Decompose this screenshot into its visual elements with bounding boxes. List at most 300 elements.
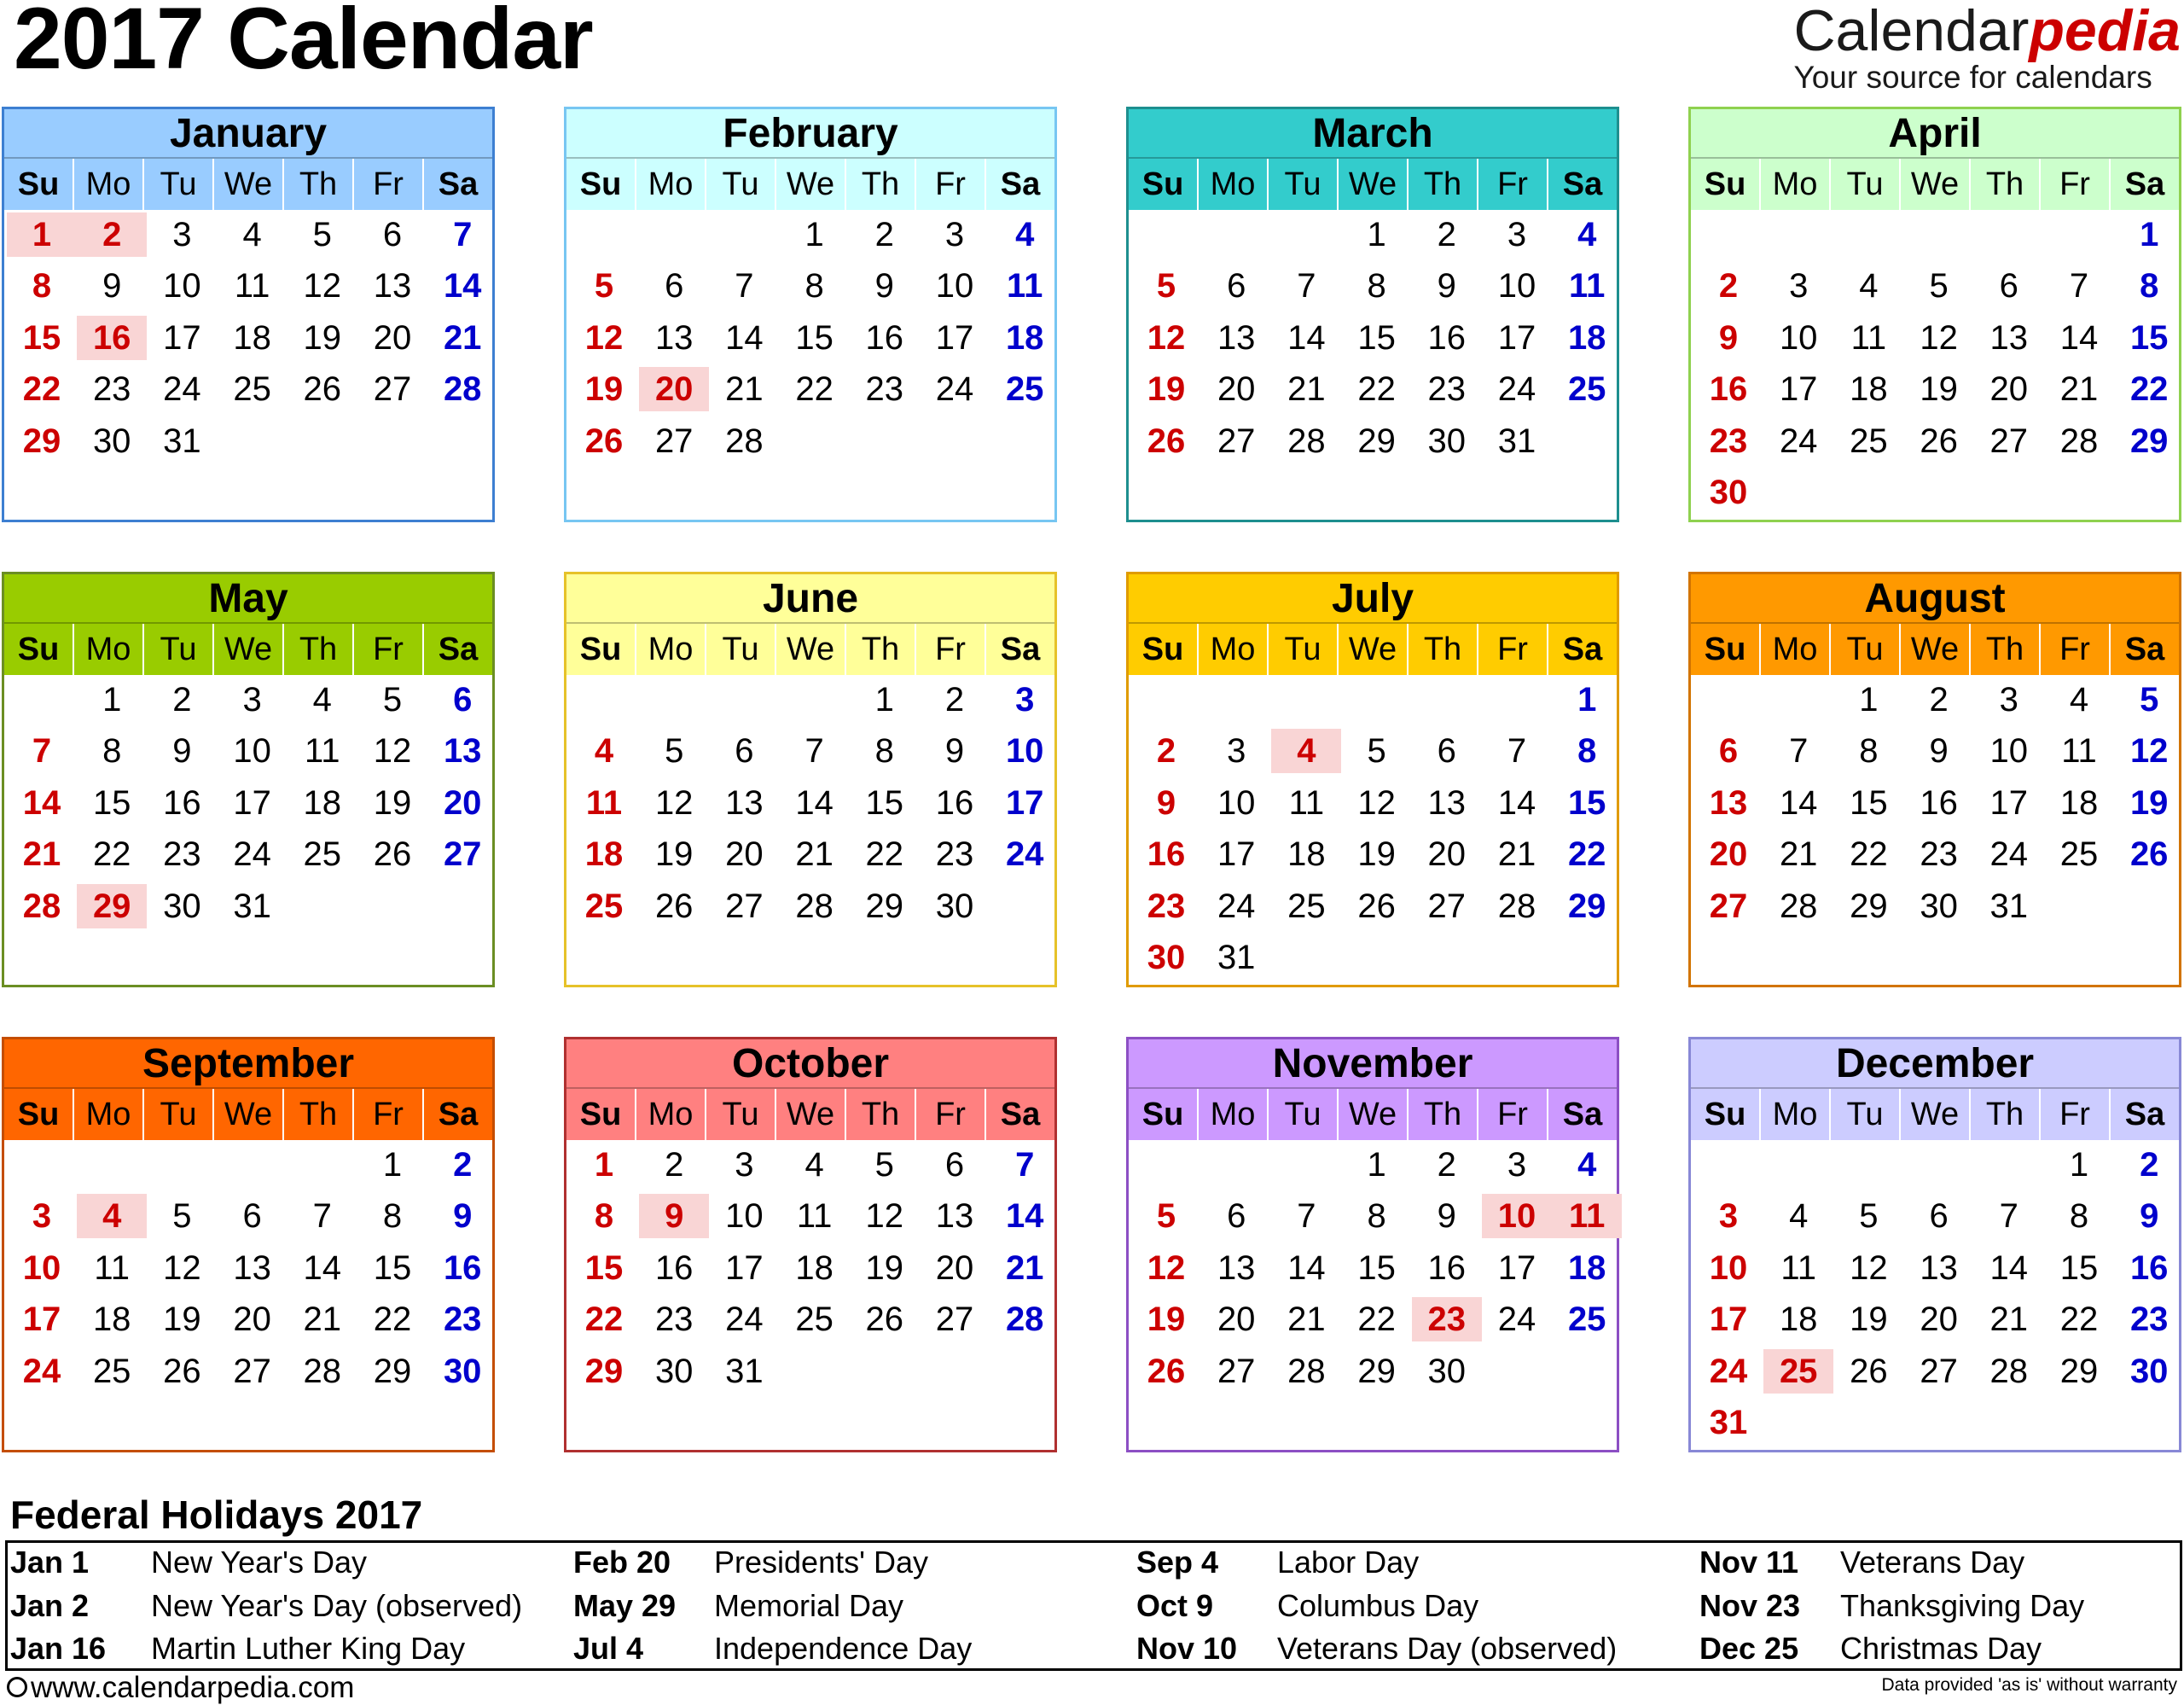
day-cell[interactable]: 9 <box>1718 318 1739 357</box>
day-cell[interactable]: 3 <box>1015 681 1035 719</box>
day-cell[interactable]: 29 <box>584 1352 624 1390</box>
day-cell[interactable]: 10 <box>163 267 201 306</box>
day-cell[interactable]: 11 <box>2061 732 2097 771</box>
day-cell[interactable]: 26 <box>303 370 342 409</box>
day-cell[interactable]: 22 <box>1357 1301 1396 1339</box>
day-cell[interactable]: 21 <box>443 318 482 357</box>
day-cell[interactable]: 1 <box>1577 681 1597 719</box>
day-cell[interactable]: 13 <box>1427 783 1467 822</box>
day-cell[interactable]: 3 <box>242 681 262 719</box>
day-cell[interactable]: 31 <box>1217 939 1256 976</box>
day-cell[interactable]: 22 <box>2129 370 2169 409</box>
day-cell[interactable]: 4 <box>804 1146 824 1184</box>
day-cell[interactable]: 20 <box>1217 1301 1256 1339</box>
day-cell[interactable]: 23 <box>2129 1301 2169 1339</box>
day-cell[interactable]: 21 <box>795 835 834 874</box>
day-cell[interactable]: 7 <box>1999 1197 2018 1236</box>
day-cell[interactable]: 24 <box>935 370 974 409</box>
day-cell[interactable]: 7 <box>1507 732 1527 771</box>
day-cell[interactable]: 15 <box>795 318 834 357</box>
day-cell[interactable]: 24 <box>725 1301 764 1339</box>
day-cell[interactable]: 20 <box>1217 370 1256 409</box>
day-cell[interactable]: 11 <box>1780 1248 1816 1287</box>
day-cell[interactable]: 30 <box>92 422 131 460</box>
day-cell[interactable]: 9 <box>102 267 122 306</box>
day-cell[interactable]: 5 <box>1156 1197 1176 1236</box>
day-cell[interactable]: 24 <box>163 370 201 409</box>
day-cell[interactable]: 19 <box>1147 370 1186 409</box>
day-cell[interactable]: 3 <box>32 1197 52 1236</box>
day-cell[interactable]: 2 <box>77 212 147 257</box>
day-cell[interactable]: 19 <box>865 1248 904 1287</box>
day-cell[interactable]: 23 <box>1412 1297 1482 1341</box>
day-cell[interactable]: 20 <box>1920 1301 1958 1339</box>
day-cell[interactable]: 8 <box>594 1197 614 1236</box>
day-cell[interactable]: 22 <box>865 835 904 874</box>
day-cell[interactable]: 22 <box>1850 835 1888 874</box>
day-cell[interactable]: 7 <box>804 732 824 771</box>
day-cell[interactable]: 30 <box>1920 887 1958 925</box>
day-cell[interactable]: 21 <box>303 1301 342 1339</box>
day-cell[interactable]: 1 <box>804 216 824 253</box>
day-cell[interactable]: 4 <box>1789 1197 1809 1236</box>
day-cell[interactable]: 30 <box>163 887 201 925</box>
day-cell[interactable]: 10 <box>1989 732 2029 771</box>
day-cell[interactable]: 5 <box>1156 267 1176 306</box>
day-cell[interactable]: 14 <box>443 267 482 306</box>
day-cell[interactable]: 8 <box>102 732 122 771</box>
day-cell[interactable]: 31 <box>1497 422 1536 460</box>
day-cell[interactable]: 27 <box>935 1301 974 1339</box>
day-cell[interactable]: 12 <box>1357 783 1396 822</box>
day-cell[interactable]: 28 <box>795 887 834 925</box>
day-cell[interactable]: 26 <box>373 835 412 874</box>
day-cell[interactable]: 17 <box>1779 370 1818 409</box>
day-cell[interactable]: 31 <box>1709 1404 1748 1441</box>
day-cell[interactable]: 15 <box>1357 318 1396 357</box>
day-cell[interactable]: 23 <box>654 1301 694 1339</box>
day-cell[interactable]: 16 <box>1427 1248 1467 1287</box>
day-cell[interactable]: 29 <box>2129 422 2169 460</box>
day-cell[interactable]: 19 <box>1850 1301 1888 1339</box>
day-cell[interactable]: 26 <box>1850 1352 1888 1390</box>
day-cell[interactable]: 20 <box>1709 835 1748 874</box>
day-cell[interactable]: 21 <box>1287 370 1326 409</box>
day-cell[interactable]: 17 <box>1005 783 1044 822</box>
day-cell[interactable]: 14 <box>1287 1248 1326 1287</box>
day-cell[interactable]: 3 <box>1718 1197 1739 1236</box>
day-cell[interactable]: 17 <box>1989 783 2029 822</box>
day-cell[interactable]: 14 <box>1779 783 1818 822</box>
day-cell[interactable]: 18 <box>233 318 271 357</box>
day-cell[interactable]: 3 <box>1227 732 1246 771</box>
day-cell[interactable]: 22 <box>1567 835 1606 874</box>
day-cell[interactable]: 20 <box>725 835 764 874</box>
day-cell[interactable]: 6 <box>944 1146 965 1184</box>
day-cell[interactable]: 28 <box>1779 887 1818 925</box>
day-cell[interactable]: 7 <box>453 216 473 253</box>
day-cell[interactable]: 14 <box>1287 318 1326 357</box>
day-cell[interactable]: 16 <box>935 783 974 822</box>
day-cell[interactable]: 21 <box>22 835 61 874</box>
day-cell[interactable]: 12 <box>1147 318 1186 357</box>
day-cell[interactable]: 21 <box>1989 1301 2029 1339</box>
day-cell[interactable]: 2 <box>453 1146 473 1184</box>
day-cell[interactable]: 4 <box>2069 681 2089 719</box>
day-cell[interactable]: 8 <box>1367 1197 1386 1236</box>
day-cell[interactable]: 13 <box>1709 783 1748 822</box>
day-cell[interactable]: 7 <box>32 732 52 771</box>
day-cell[interactable]: 29 <box>1567 887 1606 925</box>
day-cell[interactable]: 7 <box>1297 267 1316 306</box>
day-cell[interactable]: 10 <box>1482 1194 1552 1238</box>
day-cell[interactable]: 16 <box>443 1248 482 1287</box>
day-cell[interactable]: 4 <box>1271 729 1341 773</box>
day-cell[interactable]: 16 <box>77 316 147 360</box>
day-cell[interactable]: 23 <box>1920 835 1958 874</box>
day-cell[interactable]: 28 <box>1287 422 1326 460</box>
day-cell[interactable]: 9 <box>1437 1197 1456 1236</box>
day-cell[interactable]: 29 <box>1357 422 1396 460</box>
day-cell[interactable]: 11 <box>1850 318 1887 357</box>
day-cell[interactable]: 28 <box>725 422 764 460</box>
day-cell[interactable]: 15 <box>92 783 131 822</box>
day-cell[interactable]: 9 <box>1156 783 1176 822</box>
day-cell[interactable]: 14 <box>795 783 834 822</box>
day-cell[interactable]: 15 <box>1567 783 1606 822</box>
day-cell[interactable]: 3 <box>1507 216 1527 253</box>
day-cell[interactable]: 2 <box>665 1146 684 1184</box>
day-cell[interactable]: 9 <box>1929 732 1949 771</box>
day-cell[interactable]: 23 <box>443 1301 482 1339</box>
day-cell[interactable]: 9 <box>172 732 192 771</box>
day-cell[interactable]: 20 <box>443 783 482 822</box>
day-cell[interactable]: 24 <box>1989 835 2029 874</box>
day-cell[interactable]: 25 <box>2059 835 2099 874</box>
day-cell[interactable]: 30 <box>1709 474 1748 511</box>
day-cell[interactable]: 25 <box>1763 1349 1833 1394</box>
day-cell[interactable]: 26 <box>2129 835 2169 874</box>
day-cell[interactable]: 25 <box>303 835 342 874</box>
day-cell[interactable]: 10 <box>22 1248 61 1287</box>
day-cell[interactable]: 6 <box>1437 732 1456 771</box>
day-cell[interactable]: 18 <box>1779 1301 1818 1339</box>
day-cell[interactable]: 11 <box>94 1248 130 1287</box>
day-cell[interactable]: 20 <box>373 318 412 357</box>
day-cell[interactable]: 14 <box>1005 1197 1044 1236</box>
day-cell[interactable]: 19 <box>303 318 342 357</box>
day-cell[interactable]: 28 <box>1989 1352 2029 1390</box>
day-cell[interactable]: 24 <box>233 835 271 874</box>
day-cell[interactable]: 17 <box>22 1301 61 1339</box>
day-cell[interactable]: 27 <box>1709 887 1748 925</box>
day-cell[interactable]: 4 <box>1577 216 1597 253</box>
day-cell[interactable]: 15 <box>22 318 61 357</box>
day-cell[interactable]: 1 <box>594 1146 614 1184</box>
day-cell[interactable]: 25 <box>1005 370 1044 409</box>
day-cell[interactable]: 15 <box>2059 1248 2099 1287</box>
day-cell[interactable]: 18 <box>92 1301 131 1339</box>
day-cell[interactable]: 24 <box>1005 835 1044 874</box>
day-cell[interactable]: 9 <box>453 1197 473 1236</box>
day-cell[interactable]: 6 <box>1227 1197 1246 1236</box>
day-cell[interactable]: 18 <box>1567 1248 1606 1287</box>
day-cell[interactable]: 2 <box>1437 216 1456 253</box>
day-cell[interactable]: 21 <box>2059 370 2099 409</box>
day-cell[interactable]: 26 <box>163 1352 201 1390</box>
day-cell[interactable]: 13 <box>654 318 694 357</box>
day-cell[interactable]: 12 <box>163 1248 201 1287</box>
day-cell[interactable]: 7 <box>1297 1197 1316 1236</box>
day-cell[interactable]: 10 <box>935 267 974 306</box>
day-cell[interactable]: 12 <box>1850 1248 1888 1287</box>
day-cell[interactable]: 12 <box>654 783 694 822</box>
day-cell[interactable]: 19 <box>1920 370 1958 409</box>
day-cell[interactable]: 15 <box>865 783 904 822</box>
day-cell[interactable]: 27 <box>725 887 764 925</box>
day-cell[interactable]: 30 <box>1427 1352 1467 1390</box>
day-cell[interactable]: 25 <box>795 1301 834 1339</box>
day-cell[interactable]: 16 <box>163 783 201 822</box>
day-cell[interactable]: 8 <box>32 267 52 306</box>
day-cell[interactable]: 18 <box>1287 835 1326 874</box>
day-cell[interactable]: 5 <box>2140 681 2159 719</box>
day-cell[interactable]: 29 <box>1850 887 1888 925</box>
day-cell[interactable]: 23 <box>865 370 904 409</box>
day-cell[interactable]: 1 <box>7 212 77 257</box>
day-cell[interactable]: 8 <box>2140 267 2159 306</box>
day-cell[interactable]: 24 <box>22 1352 61 1390</box>
day-cell[interactable]: 29 <box>22 422 61 460</box>
day-cell[interactable]: 26 <box>1920 422 1958 460</box>
day-cell[interactable]: 23 <box>1427 370 1467 409</box>
day-cell[interactable]: 27 <box>443 835 482 874</box>
day-cell[interactable]: 3 <box>172 216 192 253</box>
day-cell[interactable]: 3 <box>944 216 965 253</box>
day-cell[interactable]: 1 <box>2140 216 2159 253</box>
day-cell[interactable]: 23 <box>163 835 201 874</box>
day-cell[interactable]: 6 <box>665 267 684 306</box>
day-cell[interactable]: 6 <box>1929 1197 1949 1236</box>
day-cell[interactable]: 20 <box>233 1301 271 1339</box>
day-cell[interactable]: 19 <box>163 1301 201 1339</box>
day-cell[interactable]: 18 <box>2059 783 2099 822</box>
day-cell[interactable]: 21 <box>725 370 764 409</box>
day-cell[interactable]: 9 <box>2140 1197 2159 1236</box>
day-cell[interactable]: 20 <box>1427 835 1467 874</box>
day-cell[interactable]: 4 <box>1859 267 1879 306</box>
day-cell[interactable]: 17 <box>1709 1301 1748 1339</box>
day-cell[interactable]: 16 <box>1920 783 1958 822</box>
day-cell[interactable]: 30 <box>2129 1352 2169 1390</box>
day-cell[interactable]: 22 <box>373 1301 412 1339</box>
day-cell[interactable]: 8 <box>2069 1197 2089 1236</box>
day-cell[interactable]: 22 <box>22 370 61 409</box>
day-cell[interactable]: 5 <box>1367 732 1386 771</box>
day-cell[interactable]: 4 <box>242 216 262 253</box>
day-cell[interactable]: 18 <box>1567 318 1606 357</box>
day-cell[interactable]: 29 <box>373 1352 412 1390</box>
day-cell[interactable]: 26 <box>584 422 624 460</box>
day-cell[interactable]: 28 <box>1005 1301 1044 1339</box>
day-cell[interactable]: 12 <box>303 267 342 306</box>
day-cell[interactable]: 17 <box>1217 835 1256 874</box>
day-cell[interactable]: 30 <box>1147 939 1186 976</box>
day-cell[interactable]: 25 <box>1287 887 1326 925</box>
day-cell[interactable]: 25 <box>233 370 271 409</box>
day-cell[interactable]: 6 <box>242 1197 262 1236</box>
day-cell[interactable]: 6 <box>1718 732 1739 771</box>
day-cell[interactable]: 17 <box>725 1248 764 1287</box>
day-cell[interactable]: 14 <box>2059 318 2099 357</box>
day-cell[interactable]: 4 <box>594 732 614 771</box>
day-cell[interactable]: 1 <box>382 1146 403 1184</box>
day-cell[interactable]: 7 <box>1789 732 1809 771</box>
day-cell[interactable]: 21 <box>1779 835 1818 874</box>
day-cell[interactable]: 21 <box>1005 1248 1044 1287</box>
day-cell[interactable]: 9 <box>944 732 965 771</box>
day-cell[interactable]: 6 <box>382 216 403 253</box>
day-cell[interactable]: 19 <box>373 783 412 822</box>
day-cell[interactable]: 6 <box>735 732 754 771</box>
day-cell[interactable]: 22 <box>2059 1301 2099 1339</box>
day-cell[interactable]: 2 <box>874 216 894 253</box>
day-cell[interactable]: 6 <box>1227 267 1246 306</box>
day-cell[interactable]: 7 <box>735 267 754 306</box>
day-cell[interactable]: 4 <box>1577 1146 1597 1184</box>
day-cell[interactable]: 14 <box>725 318 764 357</box>
day-cell[interactable]: 31 <box>1989 887 2029 925</box>
day-cell[interactable]: 17 <box>1497 318 1536 357</box>
day-cell[interactable]: 1 <box>1367 216 1386 253</box>
day-cell[interactable]: 2 <box>1156 732 1176 771</box>
day-cell[interactable]: 31 <box>725 1352 764 1390</box>
day-cell[interactable]: 6 <box>1999 267 2018 306</box>
day-cell[interactable]: 24 <box>1779 422 1818 460</box>
day-cell[interactable]: 28 <box>1287 1352 1326 1390</box>
day-cell[interactable]: 8 <box>1859 732 1879 771</box>
day-cell[interactable]: 1 <box>874 681 894 719</box>
day-cell[interactable]: 11 <box>585 783 623 822</box>
day-cell[interactable]: 18 <box>795 1248 834 1287</box>
day-cell[interactable]: 28 <box>303 1352 342 1390</box>
day-cell[interactable]: 25 <box>92 1352 131 1390</box>
day-cell[interactable]: 13 <box>935 1197 974 1236</box>
day-cell[interactable]: 21 <box>1287 1301 1326 1339</box>
day-cell[interactable]: 4 <box>312 681 332 719</box>
day-cell[interactable]: 22 <box>92 835 131 874</box>
day-cell[interactable]: 30 <box>443 1352 482 1390</box>
day-cell[interactable]: 5 <box>594 267 614 306</box>
day-cell[interactable]: 26 <box>1147 1352 1186 1390</box>
day-cell[interactable]: 10 <box>1709 1248 1748 1287</box>
day-cell[interactable]: 29 <box>1357 1352 1396 1390</box>
day-cell[interactable]: 19 <box>1147 1301 1186 1339</box>
day-cell[interactable]: 13 <box>725 783 764 822</box>
day-cell[interactable]: 5 <box>1929 267 1949 306</box>
day-cell[interactable]: 26 <box>654 887 694 925</box>
day-cell[interactable]: 10 <box>725 1197 764 1236</box>
day-cell[interactable]: 15 <box>584 1248 624 1287</box>
day-cell[interactable]: 16 <box>2129 1248 2169 1287</box>
day-cell[interactable]: 2 <box>2140 1146 2159 1184</box>
day-cell[interactable]: 21 <box>1497 835 1536 874</box>
day-cell[interactable]: 19 <box>2129 783 2169 822</box>
day-cell[interactable]: 12 <box>865 1197 904 1236</box>
day-cell[interactable]: 6 <box>453 681 473 719</box>
day-cell[interactable]: 17 <box>163 318 201 357</box>
day-cell[interactable]: 19 <box>584 370 624 409</box>
day-cell[interactable]: 14 <box>1497 783 1536 822</box>
day-cell[interactable]: 7 <box>312 1197 332 1236</box>
day-cell[interactable]: 25 <box>1567 370 1606 409</box>
day-cell[interactable]: 14 <box>22 783 61 822</box>
day-cell[interactable]: 5 <box>312 216 332 253</box>
day-cell[interactable]: 15 <box>373 1248 412 1287</box>
day-cell[interactable]: 1 <box>2069 1146 2089 1184</box>
day-cell[interactable]: 9 <box>639 1194 709 1238</box>
day-cell[interactable]: 27 <box>654 422 694 460</box>
day-cell[interactable]: 16 <box>1147 835 1186 874</box>
day-cell[interactable]: 12 <box>2129 732 2169 771</box>
day-cell[interactable]: 17 <box>935 318 974 357</box>
day-cell[interactable]: 23 <box>935 835 974 874</box>
day-cell[interactable]: 29 <box>2059 1352 2099 1390</box>
day-cell[interactable]: 24 <box>1497 370 1536 409</box>
day-cell[interactable]: 11 <box>1569 267 1606 306</box>
day-cell[interactable]: 20 <box>1989 370 2029 409</box>
day-cell[interactable]: 3 <box>1507 1146 1527 1184</box>
day-cell[interactable]: 10 <box>1005 732 1044 771</box>
day-cell[interactable]: 30 <box>935 887 974 925</box>
day-cell[interactable]: 27 <box>1217 1352 1256 1390</box>
day-cell[interactable]: 29 <box>77 884 147 928</box>
day-cell[interactable]: 11 <box>796 1197 833 1236</box>
day-cell[interactable]: 13 <box>1217 318 1256 357</box>
day-cell[interactable]: 13 <box>1989 318 2029 357</box>
day-cell[interactable]: 5 <box>1859 1197 1879 1236</box>
day-cell[interactable]: 10 <box>1497 267 1536 306</box>
day-cell[interactable]: 7 <box>2069 267 2089 306</box>
day-cell[interactable]: 15 <box>1850 783 1888 822</box>
day-cell[interactable]: 10 <box>233 732 271 771</box>
day-cell[interactable]: 4 <box>1015 216 1035 253</box>
day-cell[interactable]: 17 <box>233 783 271 822</box>
day-cell[interactable]: 22 <box>584 1301 624 1339</box>
day-cell[interactable]: 25 <box>1850 422 1888 460</box>
day-cell[interactable]: 26 <box>865 1301 904 1339</box>
day-cell[interactable]: 14 <box>303 1248 342 1287</box>
day-cell[interactable]: 31 <box>163 422 201 460</box>
day-cell[interactable]: 7 <box>1015 1146 1035 1184</box>
day-cell[interactable]: 24 <box>1497 1301 1536 1339</box>
day-cell[interactable]: 11 <box>234 267 270 306</box>
day-cell[interactable]: 23 <box>1147 887 1186 925</box>
day-cell[interactable]: 3 <box>735 1146 754 1184</box>
day-cell[interactable]: 12 <box>1147 1248 1186 1287</box>
day-cell[interactable]: 5 <box>172 1197 192 1236</box>
day-cell[interactable]: 20 <box>935 1248 974 1287</box>
day-cell[interactable]: 27 <box>373 370 412 409</box>
day-cell[interactable]: 29 <box>865 887 904 925</box>
day-cell[interactable]: 13 <box>443 732 482 771</box>
day-cell[interactable]: 3 <box>1789 267 1809 306</box>
day-cell[interactable]: 19 <box>1357 835 1396 874</box>
day-cell[interactable]: 11 <box>1552 1194 1622 1238</box>
day-cell[interactable]: 25 <box>584 887 624 925</box>
day-cell[interactable]: 13 <box>233 1248 271 1287</box>
day-cell[interactable]: 30 <box>1427 422 1467 460</box>
